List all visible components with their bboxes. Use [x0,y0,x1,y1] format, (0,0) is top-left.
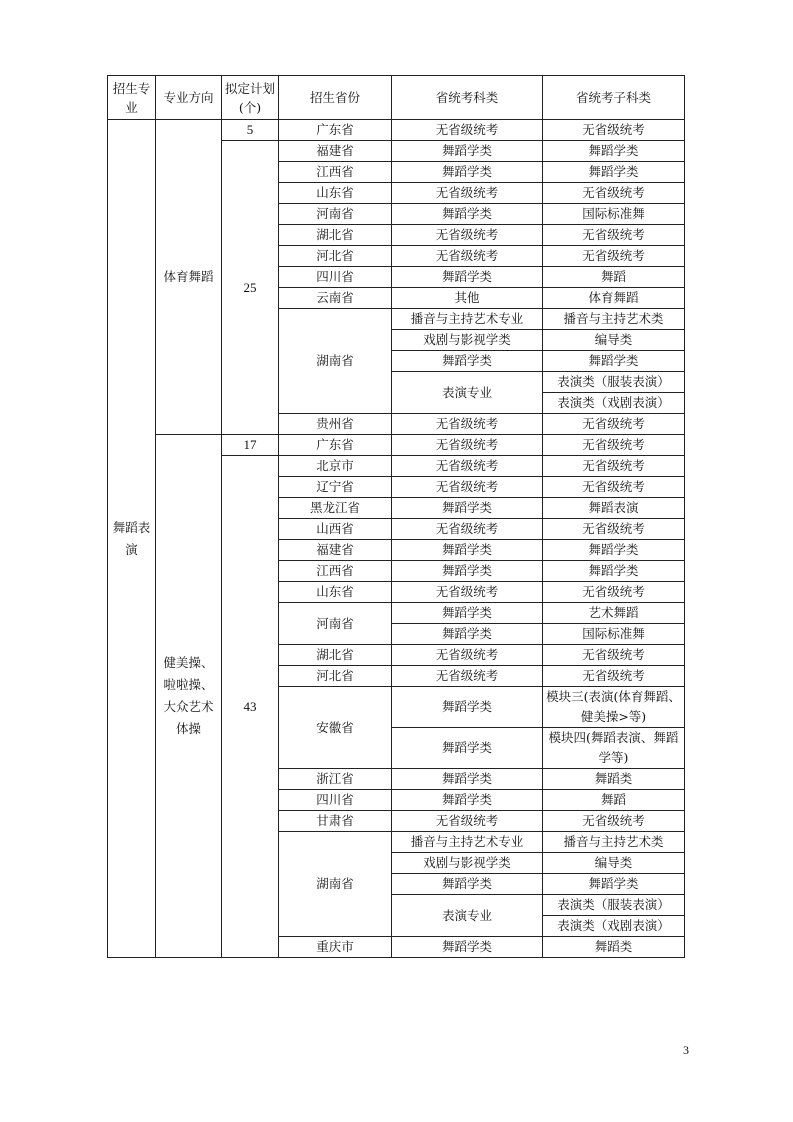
plan-cell: 17 [222,435,279,456]
province-cell: 甘肃省 [279,811,392,832]
category-cell: 无省级统考 [392,645,543,666]
category-cell: 舞蹈学类 [392,498,543,519]
category-cell: 无省级统考 [392,456,543,477]
category-cell: 无省级统考 [392,246,543,267]
category-cell: 无省级统考 [392,435,543,456]
category-cell: 舞蹈学类 [392,790,543,811]
province-cell: 河南省 [279,603,392,645]
subcategory-cell: 无省级统考 [543,477,685,498]
subcategory-cell: 舞蹈学类 [543,561,685,582]
category-cell: 无省级统考 [392,666,543,687]
province-cell: 江西省 [279,162,392,183]
subcategory-cell: 舞蹈学类 [543,351,685,372]
category-cell: 舞蹈学类 [392,728,543,769]
category-cell: 舞蹈学类 [392,141,543,162]
province-cell: 安徽省 [279,687,392,769]
subcategory-cell: 播音与主持艺术类 [543,309,685,330]
category-cell: 舞蹈学类 [392,624,543,645]
province-cell: 广东省 [279,435,392,456]
province-cell: 辽宁省 [279,477,392,498]
direction-cell: 体育舞蹈 [156,120,222,435]
table-row [108,435,685,456]
header-major: 招生专业 [108,76,156,120]
subcategory-cell: 舞蹈 [543,267,685,288]
category-cell: 无省级统考 [392,477,543,498]
subcategory-cell: 模块四(舞蹈表演、舞蹈学等) [543,728,685,769]
subcategory-cell: 无省级统考 [543,414,685,435]
subcategory-cell: 模块三(表演(体育舞蹈、健美操>等) [543,687,685,728]
category-cell: 舞蹈学类 [392,267,543,288]
subcategory-cell: 无省级统考 [543,645,685,666]
province-cell: 山东省 [279,183,392,204]
province-cell: 河北省 [279,246,392,267]
category-cell: 无省级统考 [392,225,543,246]
page-number: 3 [683,1043,689,1057]
subcategory-cell: 表演类（服装表演） [543,895,685,916]
subcategory-cell: 表演类（服装表演） [543,372,685,393]
subcategory-cell: 无省级统考 [543,456,685,477]
province-cell: 广东省 [279,120,392,141]
subcategory-cell: 艺术舞蹈 [543,603,685,624]
category-cell: 无省级统考 [392,414,543,435]
category-cell: 舞蹈学类 [392,204,543,225]
major-cell: 舞蹈表演 [108,120,156,958]
subcategory-cell: 无省级统考 [543,120,685,141]
category-cell: 舞蹈学类 [392,874,543,895]
category-cell: 舞蹈学类 [392,561,543,582]
subcategory-cell: 编导类 [543,853,685,874]
subcategory-cell: 播音与主持艺术类 [543,832,685,853]
category-cell: 无省级统考 [392,183,543,204]
province-cell: 重庆市 [279,937,392,958]
category-cell: 舞蹈学类 [392,937,543,958]
subcategory-cell: 编导类 [543,330,685,351]
province-cell: 湖北省 [279,225,392,246]
subcategory-cell: 表演类（戏剧表演） [543,916,685,937]
category-cell: 无省级统考 [392,519,543,540]
header-exam-category: 省统考科类 [392,76,543,120]
plan-cell: 25 [222,141,279,435]
subcategory-cell: 无省级统考 [543,225,685,246]
province-cell: 山东省 [279,582,392,603]
category-cell: 播音与主持艺术专业 [392,832,543,853]
plan-cell: 43 [222,456,279,958]
subcategory-cell: 舞蹈表演 [543,498,685,519]
category-cell: 舞蹈学类 [392,769,543,790]
category-cell: 舞蹈学类 [392,351,543,372]
subcategory-cell: 无省级统考 [543,183,685,204]
subcategory-cell: 舞蹈学类 [543,141,685,162]
category-cell: 无省级统考 [392,582,543,603]
plan-cell: 5 [222,120,279,141]
subcategory-cell: 无省级统考 [543,435,685,456]
header-row [108,76,685,120]
province-cell: 浙江省 [279,769,392,790]
admissions-table [107,75,685,958]
province-cell: 山西省 [279,519,392,540]
subcategory-cell: 表演类（戏剧表演） [543,393,685,414]
category-cell: 戏剧与影视学类 [392,330,543,351]
subcategory-cell: 无省级统考 [543,519,685,540]
header-exam-subcategory: 省统考子科类 [543,76,685,120]
province-cell: 贵州省 [279,414,392,435]
subcategory-cell: 体育舞蹈 [543,288,685,309]
header-province: 招生省份 [279,76,392,120]
subcategory-cell: 国际标准舞 [543,204,685,225]
province-cell: 湖南省 [279,309,392,414]
category-cell: 表演专业 [392,895,543,937]
province-cell: 北京市 [279,456,392,477]
province-cell: 福建省 [279,540,392,561]
province-cell: 黑龙江省 [279,498,392,519]
subcategory-cell: 舞蹈学类 [543,540,685,561]
subcategory-cell: 无省级统考 [543,246,685,267]
province-cell: 河南省 [279,204,392,225]
category-cell: 其他 [392,288,543,309]
province-cell: 四川省 [279,267,392,288]
province-cell: 江西省 [279,561,392,582]
category-cell: 戏剧与影视学类 [392,853,543,874]
subcategory-cell: 舞蹈类 [543,937,685,958]
category-cell: 表演专业 [392,372,543,414]
category-cell: 舞蹈学类 [392,162,543,183]
direction-cell: 健美操、啦啦操、大众艺术体操 [156,435,222,958]
category-cell: 无省级统考 [392,120,543,141]
province-cell: 四川省 [279,790,392,811]
subcategory-cell: 国际标准舞 [543,624,685,645]
subcategory-cell: 舞蹈学类 [543,162,685,183]
header-direction: 专业方向 [156,76,222,120]
header-plan: 拟定计划(个) [222,76,279,120]
subcategory-cell: 舞蹈学类 [543,874,685,895]
province-cell: 云南省 [279,288,392,309]
province-cell: 河北省 [279,666,392,687]
category-cell: 舞蹈学类 [392,540,543,561]
subcategory-cell: 无省级统考 [543,811,685,832]
province-cell: 福建省 [279,141,392,162]
category-cell: 舞蹈学类 [392,603,543,624]
table-row [108,120,685,141]
subcategory-cell: 无省级统考 [543,666,685,687]
province-cell: 湖南省 [279,832,392,937]
province-cell: 湖北省 [279,645,392,666]
category-cell: 舞蹈学类 [392,687,543,728]
subcategory-cell: 舞蹈类 [543,769,685,790]
category-cell: 无省级统考 [392,811,543,832]
category-cell: 播音与主持艺术专业 [392,309,543,330]
subcategory-cell: 无省级统考 [543,582,685,603]
subcategory-cell: 舞蹈 [543,790,685,811]
